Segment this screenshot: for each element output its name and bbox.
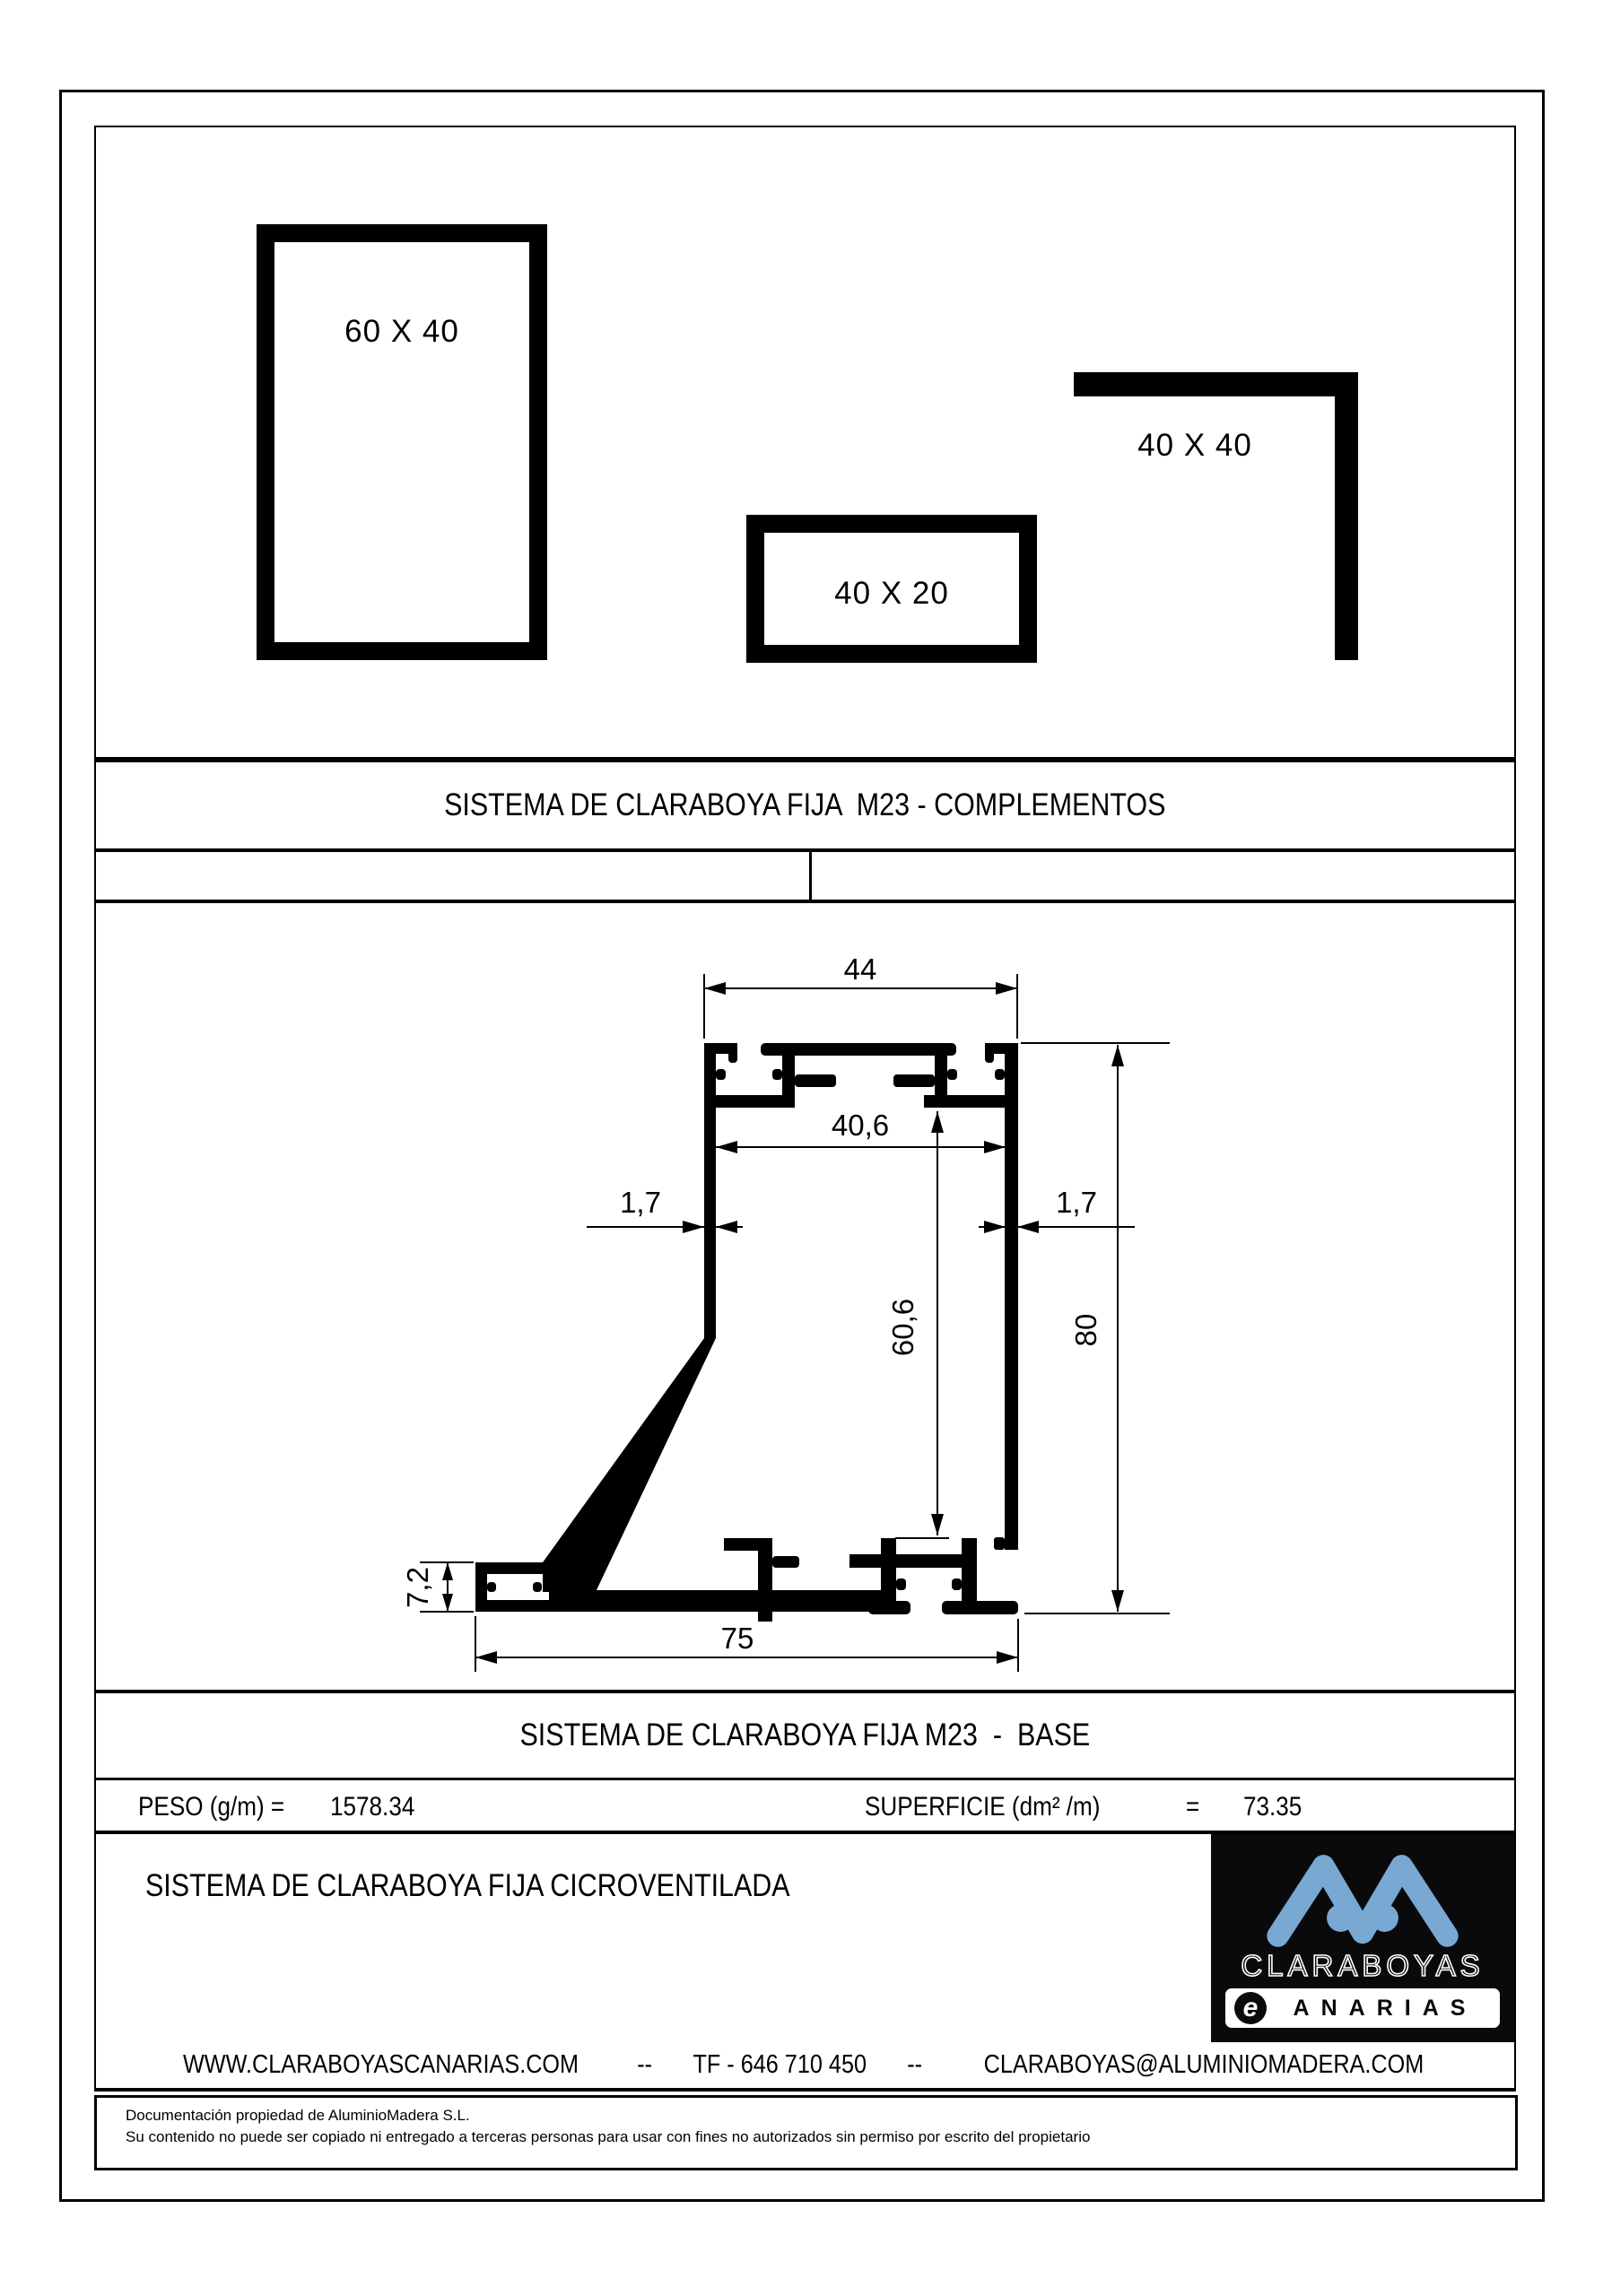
dim-wall-left: 1,7 xyxy=(620,1186,661,1219)
logo-m-icon xyxy=(1255,1843,1470,1949)
dim-base-height: 7,2 xyxy=(401,1567,434,1608)
superficie-equals: = xyxy=(1186,1792,1200,1822)
legal-notice-box xyxy=(94,2095,1518,2170)
dim-total-height: 80 xyxy=(1069,1313,1102,1347)
peso-value: 1578.34 xyxy=(329,1792,415,1822)
contact-bar xyxy=(94,2042,1516,2092)
dim-inner-width: 40,6 xyxy=(831,1109,890,1142)
c-glyph: e xyxy=(1242,1993,1259,2022)
profile-40x20-outline xyxy=(746,515,1037,663)
profile-60x40-label: 60 X 40 xyxy=(344,314,459,349)
profile-40x40-label: 40 X 40 xyxy=(1137,428,1252,463)
footer-separator-2: -- xyxy=(907,2050,923,2079)
profile-40x40-vertical-bar xyxy=(1335,372,1358,660)
logo-canarias-band xyxy=(1225,1988,1500,2028)
title-base-bar xyxy=(94,1690,1516,1780)
dim-top-width: 44 xyxy=(843,952,877,986)
title-cicroventilada: SISTEMA DE CLARABOYA FIJA CICROVENTILADA xyxy=(145,1868,790,1903)
legal-line-2: Su contenido no puede ser copiado ni entregado a terceras personas para usar con fines no autorizados sin permiso por escrito del propietario xyxy=(126,2128,1091,2145)
strip-divider xyxy=(809,852,812,900)
footer-phone: TF - 646 710 450 xyxy=(693,2050,867,2079)
profile-60x40-outline xyxy=(257,224,547,660)
split-strip xyxy=(94,852,1516,903)
legal-line-1: Documentación propiedad de AluminioMadera S.L. xyxy=(126,2107,470,2124)
specs-bar xyxy=(94,1780,1516,1834)
profile-drawing-area xyxy=(94,903,1516,1690)
canarias-c-icon xyxy=(1234,1992,1267,2024)
dim-base-width: 75 xyxy=(720,1622,754,1655)
claraboyas-canarias-logo xyxy=(1211,1834,1514,2042)
footer-separator-1: -- xyxy=(636,2050,652,2079)
complements-panel xyxy=(94,126,1516,759)
peso-label: PESO (g/m) = xyxy=(138,1792,285,1822)
title-base: SISTEMA DE CLARABOYA FIJA M23 - BASE xyxy=(519,1718,1091,1752)
logo-canarias-text: ANARIAS xyxy=(1293,1995,1477,2021)
footer-email: CLARABOYAS@ALUMINIOMADERA.COM xyxy=(983,2050,1424,2079)
profile-40x40-horizontal-bar xyxy=(1074,372,1358,396)
title-complementos: SISTEMA DE CLARABOYA FIJA M23 - COMPLEMENTOS xyxy=(444,787,1166,822)
product-title-section xyxy=(94,1834,1516,2042)
dim-inner-height: 60,6 xyxy=(886,1298,919,1357)
logo-brand-text: CLARABOYAS xyxy=(1241,1949,1485,1982)
superficie-label: SUPERFICIE (dm² /m) xyxy=(865,1792,1101,1822)
profile-40x20-label: 40 X 20 xyxy=(834,576,949,611)
footer-website: WWW.CLARABOYASCANARIAS.COM xyxy=(183,2050,579,2079)
superficie-value: 73.35 xyxy=(1242,1792,1302,1822)
dim-wall-right: 1,7 xyxy=(1056,1186,1097,1219)
base-profile-drawing xyxy=(388,924,1231,1695)
title-complementos-bar xyxy=(94,759,1516,852)
logo-wordmark xyxy=(1211,1949,1514,1985)
